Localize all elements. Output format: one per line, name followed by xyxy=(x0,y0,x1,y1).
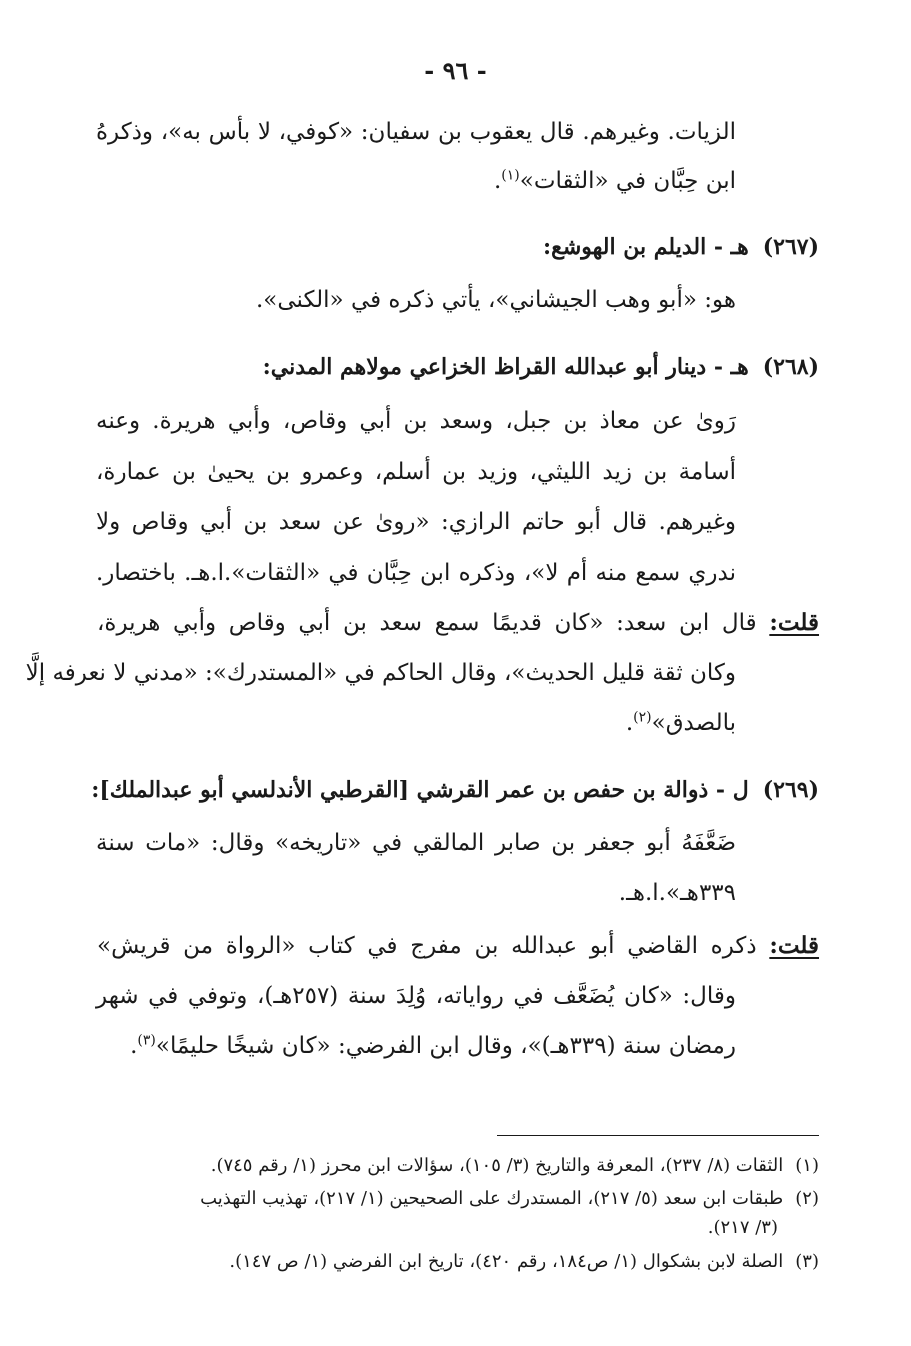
entry-269-line-3 xyxy=(97,929,819,963)
entry-269-number: (٢٦٩) xyxy=(762,777,819,803)
entry-268-line-1: رَوىٰ عن معاذ بن جبل، وسعد بن أبي وقاص، وأبي هريرة. وعنه xyxy=(96,408,736,434)
continuation-line-2 xyxy=(96,164,736,198)
entry-268-title: هـ - دينار أبو عبدالله القراظ الخزاعي مولاهم المدني: xyxy=(262,354,749,380)
qult-label: قلت: xyxy=(769,609,820,636)
entry-268-line-6: وكان ثقة قليل الحديث»، وقال الحاكم في «المستدرك»: «مدني لا نعرفه إلَّا xyxy=(25,660,736,686)
entry-268-line-7 xyxy=(96,706,736,740)
entry-268-line-7-end: . xyxy=(625,710,634,736)
entry-268-line-3: وغيرهم. قال أبو حاتم الرازي: «روىٰ عن سعد بن أبي وقاص ولا xyxy=(96,509,736,535)
continuation-line-1: الزيات. وغيرهم. قال يعقوب بن سفيان: «كوفي، لا بأس به»، وذكرهُ xyxy=(96,119,736,145)
continuation-line-2-end: . xyxy=(493,168,502,194)
entry-269-line-3-text: ذكره القاضي أبو عبدالله بن مفرج في كتاب «الرواة من قريش» xyxy=(97,933,757,959)
entry-267-number: (٢٦٧) xyxy=(762,234,819,260)
footnote-2-text: طبقات ابن سعد (٥/ ٢١٧)، المستدرك على الصحيحين (١/ ٢١٧)، تهذيب التهذيب xyxy=(200,1188,784,1209)
entry-268-line-5 xyxy=(97,606,819,640)
footnote-2 xyxy=(97,1185,819,1213)
footnote-3-number: (٣) xyxy=(795,1251,819,1272)
footnote-3 xyxy=(97,1248,819,1276)
footnote-1-number: (١) xyxy=(795,1155,819,1176)
footnote-1-text: الثقات (٨/ ٢٣٧)، المعرفة والتاريخ (٣/ ١٠٥)، سؤالات ابن محرز (١/ رقم ٧٤٥). xyxy=(210,1155,784,1176)
footnote-separator xyxy=(497,1135,819,1136)
page-number: - ٩٦ - xyxy=(424,56,487,85)
footnote-ref-1: (١) xyxy=(501,167,520,184)
entry-268-heading xyxy=(97,350,819,384)
footnote-2-number: (٢) xyxy=(795,1188,819,1209)
entry-269-title: ل - ذوالة بن حفص بن عمر القرشي [القرطبي الأندلسي أبو عبدالملك]: xyxy=(91,777,749,803)
footnote-3-text: الصلة لابن بشكوال (١/ ص١٨٤، رقم ٤٢٠)، تاريخ ابن الفرضي (١/ ص ١٤٧). xyxy=(229,1251,784,1272)
footnote-1 xyxy=(97,1152,819,1180)
entry-269-line-2: ٣٣٩هـ».ا.هـ. xyxy=(618,880,736,906)
entry-269-line-5 xyxy=(96,1029,736,1063)
entry-268-line-7-text: بالصدق» xyxy=(651,710,736,736)
entry-269-line-5-text: رمضان سنة (٣٣٩هـ)»، وقال ابن الفرضي: «كان شيخًا حليمًا» xyxy=(155,1033,736,1059)
entry-269-heading xyxy=(91,773,819,807)
footnote-ref-3: (٣) xyxy=(137,1032,156,1049)
entry-268-line-4: ندري سمع منه أم لا»، وذكره ابن حِبَّان في «الثقات».ا.هـ. باختصار. xyxy=(96,560,736,586)
footnote-2-continuation: (٣/ ٢١٧). xyxy=(707,1217,778,1238)
entry-268-line-2: أسامة بن زيد الليثي، وزيد بن أسلم، وعمرو بن يحيىٰ بن عمارة، xyxy=(96,459,736,485)
continuation-line-2-text: ابن حِبَّان في «الثقات» xyxy=(519,168,736,194)
entry-267-line-1: هو: «أبو وهب الجيشاني»، يأتي ذكره في «الكنى». xyxy=(255,287,736,313)
entry-267-title: هـ - الديلم بن الهوشع: xyxy=(543,234,749,260)
entry-269-line-4: وقال: «كان يُضَعَّف في رواياته، وُلِدَ سنة (٢٥٧هـ)، وتوفي في شهر xyxy=(96,983,736,1009)
qult-label: قلت: xyxy=(769,932,820,959)
entry-269-line-1: ضَعَّفَهُ أبو جعفر بن صابر المالقي في «تاريخه» وقال: «مات سنة xyxy=(96,830,736,856)
footnote-ref-2: (٢) xyxy=(633,709,652,726)
entry-269-line-5-end: . xyxy=(130,1033,138,1059)
entry-268-line-5-text: قال ابن سعد: «كان قديمًا سمع سعد بن أبي وقاص وأبي هريرة، xyxy=(97,610,757,636)
entry-267-heading xyxy=(97,230,819,264)
entry-268-number: (٢٦٨) xyxy=(762,354,819,380)
